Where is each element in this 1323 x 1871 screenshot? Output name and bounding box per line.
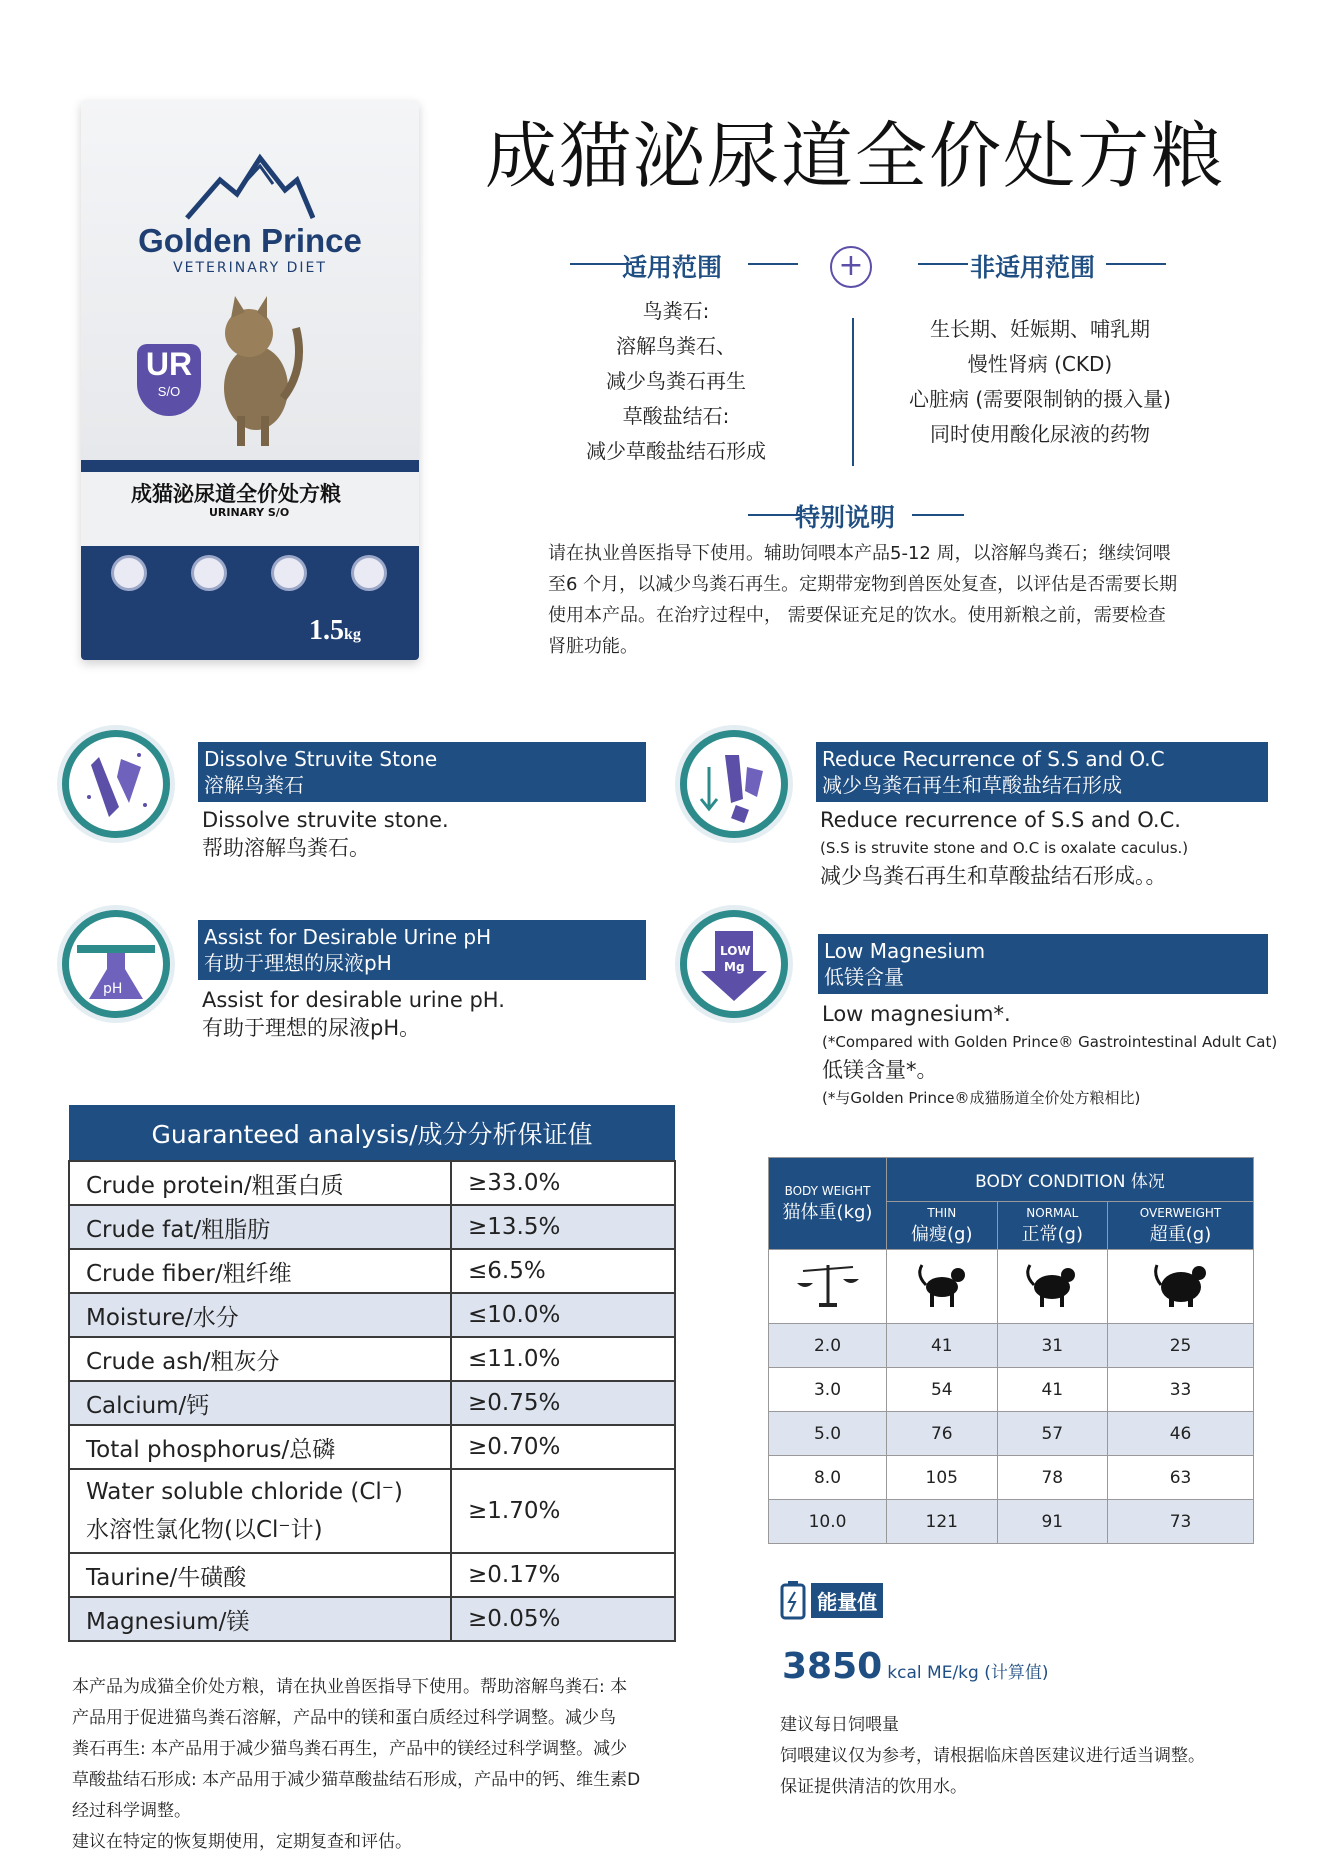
- table-row: [69, 1381, 675, 1425]
- list-item: 生长期、妊娠期、哺乳期: [930, 317, 1150, 341]
- reduce-recurrence-icon: [680, 730, 788, 838]
- footer-line: 建议在特定的恢复期使用，定期复查和评估。: [72, 1832, 412, 1852]
- normal-cat-icon: [997, 1250, 1108, 1324]
- package-product-name-en: URINARY S/O: [209, 506, 290, 519]
- analysis-value: ≥0.05%: [451, 1597, 675, 1641]
- table-cell: 10.0: [769, 1500, 887, 1544]
- dissolve-icon: [62, 730, 170, 838]
- table-row: [69, 1425, 675, 1469]
- table-cell: 3.0: [769, 1368, 887, 1412]
- cat-photo-icon: [201, 288, 311, 448]
- footer-left: [72, 1672, 682, 1858]
- table-cell: 54: [887, 1368, 998, 1412]
- analysis-name: Magnesium/镁: [69, 1597, 451, 1641]
- feature-desc-cn: 减少鸟粪石再生和草酸盐结石形成。。: [820, 864, 1167, 888]
- footer-line: 建议每日饲喂量: [780, 1715, 899, 1735]
- table-row: [769, 1456, 1254, 1500]
- bw-header: [769, 1158, 887, 1250]
- bw-header-cn: 猫体重(kg): [782, 1201, 873, 1223]
- feature-title-en: Reduce Recurrence of S.S and O.C: [822, 747, 1165, 771]
- energy-badge: [780, 1580, 883, 1620]
- analysis-name-line: Water soluble chloride (Cl⁻): [86, 1479, 403, 1505]
- table-cell: 121: [887, 1500, 998, 1544]
- feature-desc-en: Dissolve struvite stone.: [202, 808, 449, 832]
- normal-en: NORMAL: [1026, 1205, 1079, 1220]
- table-row: [69, 1337, 675, 1381]
- analysis-name: Crude protein/粗蛋白质: [69, 1161, 451, 1205]
- table-cell: 105: [887, 1456, 998, 1500]
- list-item: 减少鸟粪石再生: [606, 369, 746, 393]
- analysis-name: Calcium/钙: [69, 1381, 451, 1425]
- feature-icon: [351, 555, 387, 591]
- plus-icon: +: [830, 246, 872, 288]
- energy-value: 3850: [782, 1646, 883, 1687]
- table-row: [69, 1469, 675, 1553]
- feature-icon: [271, 555, 307, 591]
- list-item: 鸟粪石:: [642, 299, 710, 323]
- feature-title-cn: 减少鸟粪石再生和草酸盐结石形成: [822, 773, 1122, 797]
- overweight-cat-icon: [1108, 1250, 1254, 1324]
- table-cell: 76: [887, 1412, 998, 1456]
- feature-title-cn: 低镁含量: [824, 965, 904, 989]
- over-en: OVERWEIGHT: [1139, 1205, 1222, 1220]
- analysis-value: ≤10.0%: [451, 1293, 675, 1337]
- analysis-value: ≤11.0%: [451, 1337, 675, 1381]
- table-row: [69, 1161, 675, 1205]
- analysis-name-line: 水溶性氯化物(以Cl⁻计): [86, 1517, 323, 1543]
- brand-name: Golden Prince: [138, 222, 362, 259]
- table-row: [69, 1205, 675, 1249]
- list-item: 减少草酸盐结石形成: [586, 439, 766, 463]
- analysis-name: Crude fat/粗脂肪: [69, 1205, 451, 1249]
- feature-title-en: Low Magnesium: [824, 939, 986, 963]
- battery-icon: [780, 1580, 806, 1620]
- mg-label: Mg: [724, 960, 745, 974]
- feature-icon: [111, 555, 147, 591]
- feature-desc-en: Reduce recurrence of S.S and O.C.: [820, 808, 1181, 832]
- feature-desc-cn: 帮助溶解鸟粪石。: [202, 836, 370, 860]
- table-row: [769, 1324, 1254, 1368]
- package-weight: [309, 615, 361, 647]
- footer-line: 保证提供清洁的饮用水。: [780, 1777, 967, 1797]
- analysis-name: Taurine/牛磺酸: [69, 1553, 451, 1597]
- analysis-value: ≥0.70%: [451, 1425, 675, 1469]
- feature-header: [818, 934, 1268, 994]
- table-cell: 78: [997, 1456, 1108, 1500]
- low-label: LOW: [720, 944, 751, 958]
- table-cell: 8.0: [769, 1456, 887, 1500]
- thin-en: THIN: [927, 1205, 957, 1220]
- analysis-table: [68, 1105, 676, 1642]
- feature-desc-en: Assist for desirable urine pH.: [202, 988, 505, 1012]
- not-applicable-list: [890, 312, 1190, 452]
- not-applicable-title: 非适用范围: [970, 253, 1096, 282]
- applicable-list: [560, 294, 792, 469]
- analysis-name: Total phosphorus/总磷: [69, 1425, 451, 1469]
- table-cell: 2.0: [769, 1324, 887, 1368]
- list-item: 溶解鸟粪石、: [616, 334, 736, 358]
- table-cell: 63: [1108, 1456, 1254, 1500]
- feature-title-cn: 有助于理想的尿液pH: [204, 951, 392, 975]
- energy-value-row: [782, 1646, 1048, 1687]
- feeding-table: [768, 1157, 1254, 1544]
- feature-note: (*与Golden Prince®成猫肠道全价处方粮相比): [822, 1089, 1141, 1107]
- table-row: [69, 1249, 675, 1293]
- feature-header: [198, 742, 646, 802]
- analysis-name: Crude ash/粗灰分: [69, 1337, 451, 1381]
- table-row: [769, 1412, 1254, 1456]
- footer-line: 经过科学调整。: [72, 1801, 191, 1821]
- table-row: [69, 1597, 675, 1641]
- scale-icon: [769, 1250, 887, 1324]
- table-cell: 33: [1108, 1368, 1254, 1412]
- footer-line: 粪石再生: 本产品用于减少猫鸟粪石再生，产品中的镁经过科学调整。减少: [72, 1739, 628, 1759]
- ur-badge: [137, 344, 201, 416]
- feature-header: [816, 742, 1268, 802]
- energy-unit: kcal ME/kg (计算值): [887, 1663, 1049, 1683]
- vertical-divider: [852, 318, 854, 466]
- feature-note: (*Compared with Golden Prince® Gastrointestinal Adult Cat): [822, 1033, 1278, 1051]
- ph-label: pH: [103, 981, 123, 997]
- list-item: 同时使用酸化尿液的药物: [930, 422, 1150, 446]
- applicable-title: 适用范围: [622, 253, 723, 282]
- over-cn: 超重(g): [1149, 1223, 1212, 1245]
- divider: [912, 514, 964, 516]
- special-title: 特别说明: [795, 503, 896, 532]
- table-cell: 73: [1108, 1500, 1254, 1544]
- feature-desc-cn: 低镁含量*。: [822, 1058, 938, 1082]
- divider: [748, 263, 798, 265]
- thin-header: [887, 1202, 998, 1250]
- feature-desc-en: Low magnesium*.: [822, 1002, 1011, 1026]
- package-product-name: 成猫泌尿道全价处方粮: [131, 482, 341, 506]
- badge-main: UR: [145, 346, 193, 382]
- feature-body: [822, 1000, 1277, 1112]
- footer-line: 饲喂建议仅为参考，请根据临床兽医建议进行适当调整。: [780, 1746, 1205, 1766]
- table-cell: 57: [997, 1412, 1108, 1456]
- footer-line: 草酸盐结石形成: 本产品用于减少猫草酸盐结石形成，产品中的钙、维生素D: [72, 1770, 641, 1790]
- analysis-title: Guaranteed analysis/成分分析保证值: [69, 1105, 675, 1161]
- table-cell: 46: [1108, 1412, 1254, 1456]
- feature-title-en: Assist for Desirable Urine pH: [204, 925, 492, 949]
- table-cell: 41: [887, 1324, 998, 1368]
- bw-header-en: BODY WEIGHT: [784, 1183, 871, 1198]
- analysis-value: ≥33.0%: [451, 1161, 675, 1205]
- table-cell: 5.0: [769, 1412, 887, 1456]
- weight-unit: kg: [344, 626, 361, 643]
- footer-line: 产品用于促进猫鸟粪石溶解，产品中的镁和蛋白质经过科学调整。减少鸟: [72, 1708, 616, 1728]
- thin-cn: 偏瘦(g): [911, 1223, 973, 1245]
- table-cell: 25: [1108, 1324, 1254, 1368]
- overweight-header: [1108, 1202, 1254, 1250]
- table-row: [769, 1368, 1254, 1412]
- condition-header: BODY CONDITION 体况: [887, 1158, 1254, 1202]
- analysis-value: ≥1.70%: [451, 1469, 675, 1553]
- page-title: 成猫泌尿道全价处方粮: [485, 114, 1226, 198]
- divider: [748, 514, 800, 516]
- table-row: [769, 1500, 1254, 1544]
- brand-diet: VETERINARY DIET: [173, 260, 327, 276]
- low-magnesium-icon: [680, 910, 788, 1018]
- analysis-name: Moisture/水分: [69, 1293, 451, 1337]
- feature-title-en: Dissolve Struvite Stone: [204, 747, 438, 771]
- feature-body: [820, 806, 1188, 890]
- feature-note: (S.S is struvite stone and O.C is oxalate caculus.): [820, 839, 1189, 857]
- analysis-value: ≥13.5%: [451, 1205, 675, 1249]
- feature-icon: [191, 555, 227, 591]
- normal-cn: 正常(g): [1021, 1223, 1084, 1245]
- table-row: [69, 1293, 675, 1337]
- feature-body: [202, 806, 449, 862]
- normal-header: [997, 1202, 1108, 1250]
- feature-body: [202, 986, 505, 1042]
- feature-header: [198, 920, 646, 980]
- feature-desc-cn: 有助于理想的尿液pH。: [202, 1016, 421, 1040]
- footer-line: 本产品为成猫全价处方粮，请在执业兽医指导下使用。帮助溶解鸟粪石: 本: [72, 1677, 628, 1697]
- badge-sub: S/O: [157, 384, 181, 399]
- table-cell: 31: [997, 1324, 1108, 1368]
- table-cell: 91: [997, 1500, 1108, 1544]
- analysis-value: ≥0.17%: [451, 1553, 675, 1597]
- divider: [1106, 263, 1166, 265]
- list-item: 心脏病 (需要限制钠的摄入量): [909, 387, 1171, 411]
- table-row: [69, 1553, 675, 1597]
- list-item: 慢性肾病 (CKD): [967, 352, 1113, 376]
- special-text: 请在执业兽医指导下使用。辅助饲喂本产品5-12 周，以溶解鸟粪石；继续饲喂至6 个月，以减少鸟粪石再生。定期带宠物到兽医处复查，以评估是否需要长期使用本产品。在治疗过程中， 需要保证充足的饮水。使用新粮之前，需要检查肾脏功能。: [548, 543, 1178, 657]
- thin-cat-icon: [887, 1250, 998, 1324]
- list-item: 草酸盐结石:: [622, 404, 730, 428]
- mountain-logo-icon: [185, 150, 315, 220]
- table-cell: 41: [997, 1368, 1108, 1412]
- feature-title-cn: 溶解鸟粪石: [204, 773, 304, 797]
- analysis-name: Crude fiber/粗纤维: [69, 1249, 451, 1293]
- analysis-value: ≤6.5%: [451, 1249, 675, 1293]
- weight-value: 1.5: [309, 615, 344, 646]
- energy-label: 能量值: [811, 1583, 883, 1618]
- divider: [918, 263, 968, 265]
- product-package: [81, 100, 419, 660]
- analysis-value: ≥0.75%: [451, 1381, 675, 1425]
- footer-right: [780, 1710, 1300, 1803]
- analysis-name: [69, 1469, 451, 1553]
- urine-ph-icon: [62, 910, 170, 1018]
